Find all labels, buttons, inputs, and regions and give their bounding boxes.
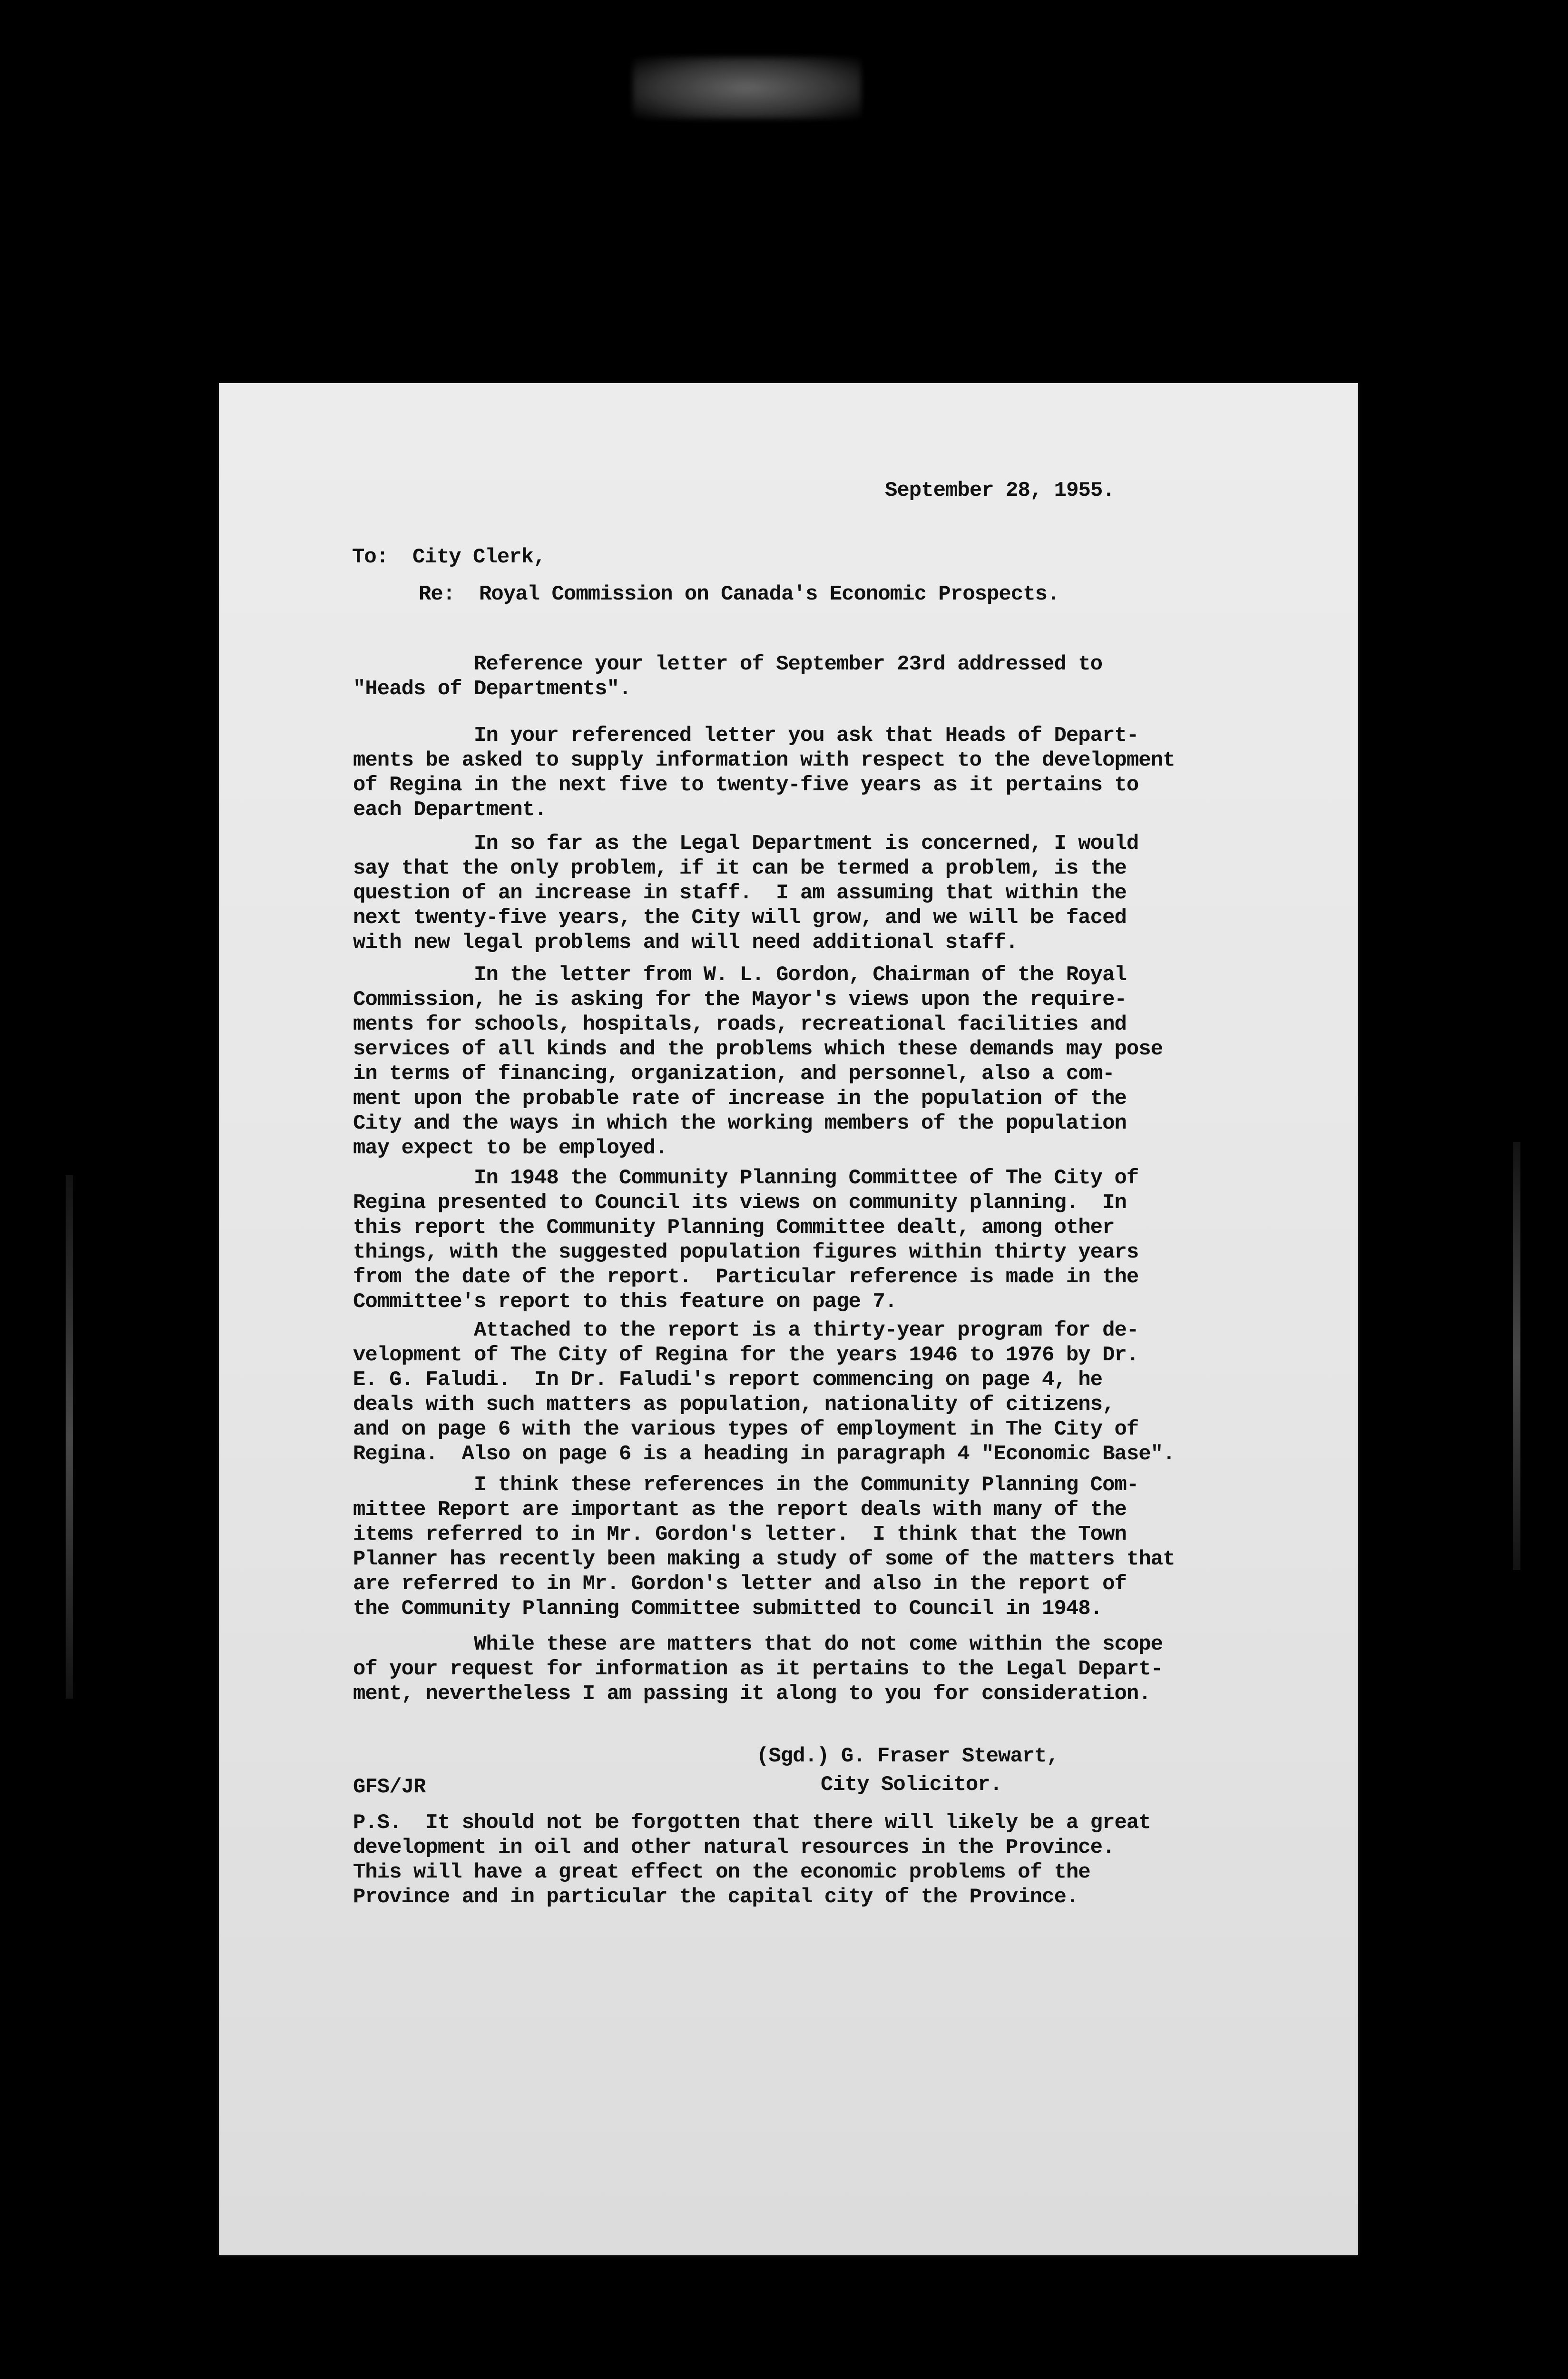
letter-page [219,383,1358,2255]
letter-paragraph: In 1948 the Community Planning Committee of The City of Regina presented to Council its views on community planning. In this report the Community Planning Committee dealt, among other things, with the suggested population figures within thirty years from the date of the report. Particular reference is made in the Committee's report to this feature on page 7. [353,1166,1139,1314]
letter-paragraph: Reference your letter of September 23rd addressed to "Heads of Departments". [353,652,1103,701]
letter-paragraph: Attached to the report is a thirty-year program for de- velopment of The City of Regina for the years 1946 to 1976 by Dr. E. G. Faludi. In Dr. Faludi's report commencing on page 4, he deals with such matters as population, nationality of citizens, and on page 6 with the various types of employment in The City of Regina. Also on page 6 is a heading in paragraph 4 "Economic Base". [353,1318,1175,1466]
letter-paragraph: In the letter from W. L. Gordon, Chairman of the Royal Commission, he is asking for the Mayor's views upon the require- ments for schools, hospitals, roads, recreational facilities and services of all kinds and the problems which these demands may pose in terms of financing, organization, and personnel, also a com- ment upon the probable rate of increase in the population of the City and the ways in which the working members of the population may expect to be employed. [353,963,1163,1160]
letter-paragraph: In so far as the Legal Department is concerned, I would say that the only problem, if it can be termed a problem, is the question of an increase in staff. I am assuming that within the next twenty-five years, the City will grow, and we will be faced with new legal problems and will need additional staff. [353,832,1139,954]
postscript: P.S. It should not be forgotten that there will likely be a great development in oil and other natural resources in the Province. This will have a great effect on the economic problems of the Province and in particular the capital city of the Province. [353,1811,1151,1909]
film-side-streak-right [1513,1142,1520,1570]
letter-subject: Re: Royal Commission on Canada's Economic Prospects. [419,582,1059,606]
letter-date: September 28, 1955. [885,479,1115,502]
signature-name: (Sgd.) G. Fraser Stewart, [756,1744,1059,1768]
letter-paragraph: I think these references in the Community Planning Com- mittee Report are important as the report deals with many of the items referred to in Mr. Gordon's letter. I think that the Town Planner has recently been making a study of some of the matters that are referred to in Mr. Gordon's letter and also in the report of the Community Planning Committee submitted to Council in 1948. [353,1473,1175,1621]
letter-recipient: To: City Clerk, [352,545,546,569]
film-edge-mark [633,57,861,119]
letter-paragraph: In your referenced letter you ask that Heads of Depart- ments be asked to supply information with respect to the development of Regina in the next five to twenty-five years as it pertains to each Department. [353,724,1175,822]
typist-initials: GFS/JR [353,1775,426,1799]
signature-title: City Solicitor. [821,1773,1002,1797]
film-side-streak-left [66,1175,73,1699]
letter-paragraph: While these are matters that do not come within the scope of your request for information as it pertains to the Legal Depart- ment, nevertheless I am passing it along to you for consideration. [353,1632,1163,1706]
